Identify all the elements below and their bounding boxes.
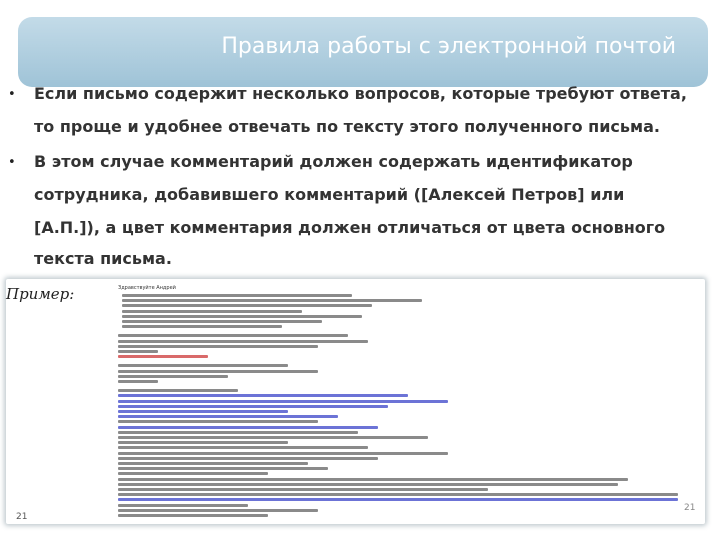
page-number-right: 21 — [684, 503, 696, 513]
email-text-line — [118, 400, 448, 403]
email-screenshot — [118, 285, 708, 519]
email-text-line — [118, 420, 318, 423]
email-text-line — [122, 299, 422, 302]
email-text-line — [118, 394, 408, 397]
bullet-1-line-2: то проще и удобнее отвечать по тексту этого полученного письма. — [34, 117, 660, 136]
email-text-line — [118, 509, 318, 512]
email-text-line — [118, 415, 338, 418]
email-text-line — [118, 441, 288, 444]
email-text-line — [122, 294, 352, 297]
email-text-line — [118, 405, 388, 408]
slide-title: Правила работы с электронной почтой — [221, 34, 676, 59]
email-text-line — [118, 340, 368, 343]
bullet-marker-2: • — [8, 155, 16, 170]
email-text-line — [118, 493, 678, 496]
email-text-line — [118, 483, 618, 486]
email-text-line — [118, 462, 308, 465]
bullet-2-line-2: сотрудника, добавившего комментарий ([Алексей Петров] или — [34, 185, 625, 204]
email-text-line — [118, 375, 228, 378]
email-text-line — [122, 310, 302, 313]
bullet-2-line-3: [А.П.]), а цвет комментария должен отличаться от цвета основного — [34, 218, 666, 237]
bullet-2-line-1: В этом случае комментарий должен содержать идентификатор — [34, 152, 633, 171]
bullet-1-line-1: Если письмо содержит несколько вопросов, которые требуют ответа, — [34, 84, 687, 103]
email-text-line — [118, 410, 288, 413]
email-text-line — [118, 446, 368, 449]
email-text-line — [118, 504, 248, 507]
email-text-line — [118, 488, 488, 491]
email-text-line — [118, 426, 378, 429]
email-text-line — [118, 380, 158, 383]
email-text-line — [118, 436, 428, 439]
email-text-line — [118, 467, 328, 470]
email-text-line — [118, 431, 358, 434]
email-text-line — [122, 315, 362, 318]
email-text-line — [122, 325, 282, 328]
email-text-line — [118, 452, 448, 455]
email-text-line — [118, 334, 348, 337]
bullet-marker-1: • — [8, 87, 16, 102]
email-text-line — [118, 364, 288, 367]
page-number-left: 21 — [16, 512, 28, 522]
email-text-line — [118, 350, 158, 353]
email-text-line — [118, 472, 268, 475]
email-text-line — [118, 478, 628, 481]
email-text-line — [118, 514, 268, 517]
email-text-line — [118, 389, 238, 392]
email-greeting: Здравствуйте Андрей — [118, 285, 176, 291]
email-text-line — [118, 345, 318, 348]
email-text-line — [122, 320, 322, 323]
email-text-line — [118, 370, 318, 373]
email-text-line — [118, 457, 378, 460]
example-label: Пример: — [6, 285, 75, 303]
email-text-line — [122, 304, 372, 307]
email-text-line — [118, 355, 208, 358]
bullet-2-line-4: текста письма. — [34, 249, 172, 268]
email-text-line — [118, 498, 678, 501]
